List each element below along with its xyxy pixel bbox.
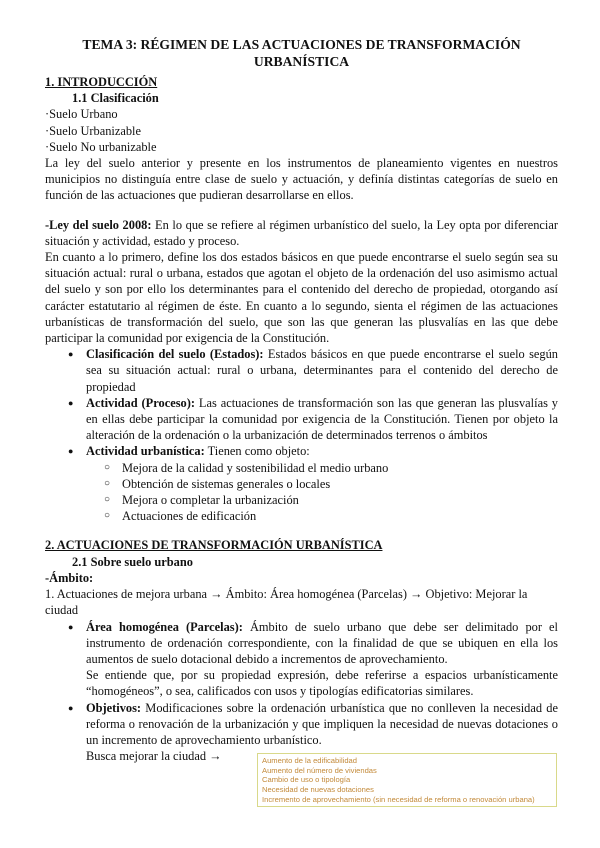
bullet-text: Estados básicos en que puede encontrarse el suelo según sea su situación actual: rural o urbana, determinantes para el contenido del derecho de propiedad (86, 347, 558, 394)
bullet-text: Modificaciones sobre la ordenación urbanística que no conlleven la necesidad de reforma o renovación de la urbanización y que impliquen la necesidad de nuevas dotaciones o un incremento de aprovechamiento urbanístico. (86, 700, 558, 747)
document-title: TEMA 3: RÉGIMEN DE LAS ACTUACIONES DE TRANSFORMACIÓN URBANÍSTICA (82, 37, 521, 69)
list-item: Aumento de la edificabilidad (262, 756, 357, 766)
bullet-text: Las actuaciones de transformación son las que generan las plusvalías y en ellas debe participar la comunidad por exigencia de la Constitución. Tienen por objeto la alteración de la ordenación o la urbanización de determinados terrenos o ámbitos (86, 395, 558, 443)
bullet-label: Área homogénea (Parcelas): (86, 619, 243, 634)
list-item (86, 395, 558, 444)
ley-suelo-label: -Ley del suelo 2008: (45, 217, 152, 232)
intro-paragraph: La ley del suelo anterior y presente en los instrumentos de planeamiento vigentes en nuestros municipios no distinguía entre clase de suelo y actuación, y definía distintas categorías de suelo en función de las actuaciones que pudieran desarrollarse en ellos. (45, 156, 558, 203)
list-item: ○ Obtención de sistemas generales o locales (122, 476, 558, 492)
area-homogenea-note: Se entiende que, por su propiedad expresión, debe referirse a espacios urbanísticamente “homogéneos”, o sea, calificados con usos y tipologías edificatorias similares. (86, 668, 558, 699)
bullet-label: Actividad urbanística: (86, 444, 205, 459)
section-2-heading: 2. ACTUACIONES DE TRANSFORMACIÓN URBANÍSTICA (45, 538, 383, 553)
mejora-criteria-box (257, 753, 557, 807)
list-item (86, 700, 558, 749)
section-1-heading: 1. INTRODUCCIÓN (45, 75, 158, 89)
subsection-2-1-heading: 2.1 Sobre suelo urbano (72, 554, 193, 569)
list-item: Incremento de aprovechamiento (sin necesidad de reforma o renovación urbana) (262, 794, 535, 804)
mejora-list (45, 619, 558, 749)
bullet-label: Clasificación del suelo (Estados): (86, 347, 264, 362)
list-item (86, 619, 558, 700)
ambito-label: -Ámbito: (45, 570, 94, 585)
list-item: Aumento del número de viviendas (262, 765, 377, 775)
ley-suelo-text: En lo que se refiere al régimen urbanístico del suelo, la Ley opta por diferenciar situación y actividad, estado y proceso. (45, 217, 558, 248)
bullet-text: Tienen como objeto: (204, 444, 310, 459)
list-item: ○ Actuaciones de edificación (122, 508, 558, 524)
bullet-label: Actividad (Proceso): (86, 395, 195, 410)
estados-paragraph: En cuanto a lo primero, define los dos estados básicos en que puede encontrarse el suelo según sea su situación actual: rural o urbana, estados que agotan el objeto de la ordenación del uso asimismo actual del suelo y son por ello los determinantes para el contenido del derecho de propiedad, otorgando así carácter estatutario al régimen de éste. En cuanto a lo segundo, sienta el régimen de las actuaciones urbanísticas de transformación del suelo, que son las que generan las plusvalías en las que debe participar la comunidad por exigencia de la Constitución. (45, 250, 558, 346)
list-item: Necesidad de nuevas dotaciones (262, 784, 374, 794)
bullet-text: Ámbito de suelo urbano que debe ser delimitado por el instrumento de ordenación correspondiente, con la finalidad de que se ubiquen en ella los aumentos de suelo dotacional debido a incrementos de aprovechamiento. (86, 619, 559, 666)
list-item (86, 346, 558, 395)
actividad-sublist (86, 460, 558, 525)
list-item (86, 443, 558, 524)
mejora-urbana-line: 1. Actuaciones de mejora urbana → Ámbito: Área homogénea (Parcelas) → Objetivo: Mejorar la ciudad (45, 587, 528, 618)
ley-suelo-paragraph (45, 217, 558, 249)
subsection-1-1-heading: 1.1 Clasificación (72, 91, 159, 106)
classification-item-urbano: ·Suelo Urbano (45, 107, 118, 122)
busca-mejorar-label: Busca mejorar la ciudad → (86, 749, 222, 764)
classification-item-no-urbanizable: ·Suelo No urbanizable (45, 139, 157, 154)
concepts-list (45, 346, 558, 524)
bullet-label: Objetivos: (86, 700, 142, 715)
list-item: Cambio de uso o tipología (262, 775, 351, 785)
list-item: ○ Mejora o completar la urbanización (122, 492, 558, 508)
list-item: ○ Mejora de la calidad y sostenibilidad el medio urbano (122, 460, 558, 476)
classification-item-urbanizable: ·Suelo Urbanizable (45, 123, 141, 138)
document-body (45, 36, 558, 808)
mejora-row (45, 748, 558, 808)
